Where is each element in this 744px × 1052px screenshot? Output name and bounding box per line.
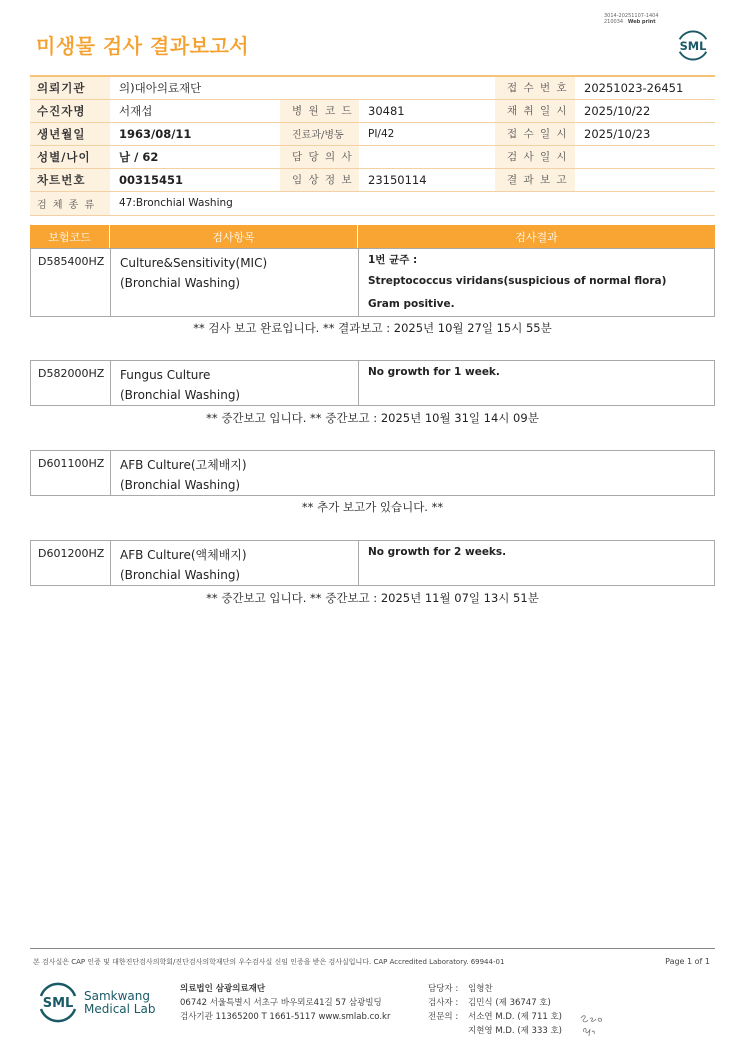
specimen-label: 검 체 종 류 [30, 191, 110, 215]
info-row [30, 122, 715, 145]
page-title: 미생물 검사 결과보고서 [36, 34, 250, 58]
hospital-code-value: 30481 [359, 99, 495, 122]
results-header-code: 보험코드 [30, 225, 110, 249]
doctor-label: 담 당 의 사 [280, 145, 359, 168]
sml-logo-text: SML [679, 38, 707, 53]
results-header [30, 225, 715, 249]
brand-line2: Medical Lab [84, 1002, 156, 1016]
collect-date-label: 채 취 일 시 [495, 99, 575, 122]
result-item [111, 361, 359, 405]
org-contact: 검사기관 11365200 T 1661-5117 www.smlab.co.kr [180, 1012, 391, 1022]
sml-footer-logo-text: SML [42, 996, 74, 1011]
result-item-specimen: (Bronchial Washing) [120, 568, 241, 582]
results-header-result: 검사결과 [515, 231, 558, 244]
result-code: D585400HZ [31, 249, 111, 316]
sex-age-label: 성별/나이 [30, 145, 110, 168]
doctor-value [359, 145, 495, 168]
document-code-line2: 210034 [604, 19, 624, 25]
sml-logo-icon [674, 26, 712, 64]
result-row [30, 450, 715, 496]
specimen-value: 47:Bronchial Washing [110, 191, 715, 215]
result-item-specimen: (Bronchial Washing) [120, 478, 241, 492]
result-item [111, 541, 359, 585]
report-label: 결 과 보 고 [495, 168, 575, 191]
staff-key: 전문의 : [428, 1012, 459, 1022]
result-note: ** 검사 보고 완료입니다. ** 결과보고 : 2025년 10월 27일 15시 55분 [193, 321, 552, 335]
birth-value: 1963/08/11 [110, 122, 280, 145]
test-date-value [575, 145, 715, 168]
info-row [30, 99, 715, 122]
result-item [111, 451, 359, 495]
result-item-specimen: (Bronchial Washing) [120, 388, 241, 402]
staff-row [428, 1010, 562, 1024]
receipt-date-label: 접 수 일 시 [495, 122, 575, 145]
staff-value: 지현영 M.D. (제 333 호) [468, 1026, 563, 1036]
patient-info-table [30, 75, 715, 216]
result-line: 1번 균주 : [368, 254, 418, 266]
web-print-label: Web print [627, 19, 656, 25]
staff-row [428, 996, 562, 1010]
page-number: Page 1 of 1 [665, 957, 710, 966]
footer-staff [428, 982, 562, 1038]
footer-organization [180, 982, 390, 1024]
results-header-item: 검사항목 [110, 225, 358, 249]
result-note: ** 추가 보고가 있습니다. ** [301, 500, 444, 514]
result-item-name: Fungus Culture [120, 368, 211, 382]
clinical-label: 임 상 정 보 [280, 168, 359, 191]
chart-value: 00315451 [110, 168, 280, 191]
receipt-no-value: 20251023-26451 [575, 76, 715, 99]
name-label: 수진자명 [30, 99, 110, 122]
result-line: No growth for 2 weeks. [368, 546, 507, 558]
result-value [359, 451, 714, 495]
staff-row [428, 1024, 562, 1038]
footer-divider [30, 948, 715, 949]
info-row [30, 76, 715, 99]
result-item-name: AFB Culture(고체배지) [120, 458, 247, 472]
footer-brand [84, 990, 155, 1016]
result-item-specimen: (Bronchial Washing) [120, 276, 241, 290]
test-date-label: 검 사 일 시 [495, 145, 575, 168]
brand-line1: Samkwang [84, 989, 150, 1003]
result-item [111, 249, 359, 316]
result-item-name: AFB Culture(액체배지) [120, 548, 247, 562]
org-name: 의료법인 삼광의료재단 [180, 984, 266, 994]
result-note: ** 중간보고 입니다. ** 중간보고 : 2025년 11월 07일 13시 51분 [206, 591, 539, 605]
result-line: No growth for 1 week. [368, 366, 500, 378]
result-value [359, 361, 714, 405]
name-value: 서재섭 [110, 99, 280, 122]
result-line: Gram positive. [368, 298, 455, 310]
document-code [604, 13, 659, 25]
info-row [30, 191, 715, 215]
org-address: 06742 서울특별시 서초구 바우뫼로41길 57 삼광빌딩 [180, 998, 382, 1008]
institution-label: 의뢰기관 [30, 76, 110, 99]
result-row [30, 540, 715, 586]
document-code-line1: 3014-20251107-1404 [604, 13, 659, 19]
staff-row [428, 982, 562, 996]
result-row [30, 360, 715, 406]
staff-value: 김민식 (제 36747 호) [468, 998, 551, 1008]
result-code: D582000HZ [31, 361, 111, 405]
institution-value: 의)대아의료재단 [110, 76, 495, 99]
staff-key: 검사자 : [428, 998, 459, 1008]
info-row [30, 145, 715, 168]
report-value [575, 168, 715, 191]
result-value [359, 541, 714, 585]
staff-value: 서소연 M.D. (제 711 호) [468, 1012, 563, 1022]
result-note: ** 중간보고 입니다. ** 중간보고 : 2025년 10월 31일 14시 09분 [206, 411, 539, 425]
receipt-date-value: 2025/10/23 [575, 122, 715, 145]
info-row [30, 168, 715, 191]
signature-icon [578, 1010, 608, 1040]
sml-footer-logo-icon [36, 980, 80, 1024]
collect-date-value: 2025/10/22 [575, 99, 715, 122]
dept-label: 진료과/병동 [280, 122, 359, 145]
staff-value: 임형찬 [468, 984, 493, 994]
receipt-no-label: 접 수 번 호 [495, 76, 575, 99]
chart-label: 차트번호 [30, 168, 110, 191]
sex-age-value: 남 / 62 [110, 145, 280, 168]
result-value [359, 249, 714, 316]
dept-value: PI/42 [359, 122, 495, 145]
result-row [30, 248, 715, 317]
staff-key: 담당자 : [428, 984, 459, 994]
clinical-value: 23150114 [359, 168, 495, 191]
certification-text: 본 검사실은 CAP 인증 및 대한진단검사의학회/진단검사의학재단의 우수검사실 신임 인증을 받은 검사실입니다. CAP Accredited Laboratory. 69944-01 [33, 958, 505, 966]
result-item-name: Culture&Sensitivity(MIC) [120, 256, 268, 270]
result-code: D601200HZ [31, 541, 111, 585]
hospital-code-label: 병 원 코 드 [280, 99, 359, 122]
birth-label: 생년월일 [30, 122, 110, 145]
result-code: D601100HZ [31, 451, 111, 495]
result-line: Streptococcus viridans(suspicious of normal flora) [368, 275, 667, 287]
staff-key [428, 1024, 468, 1038]
